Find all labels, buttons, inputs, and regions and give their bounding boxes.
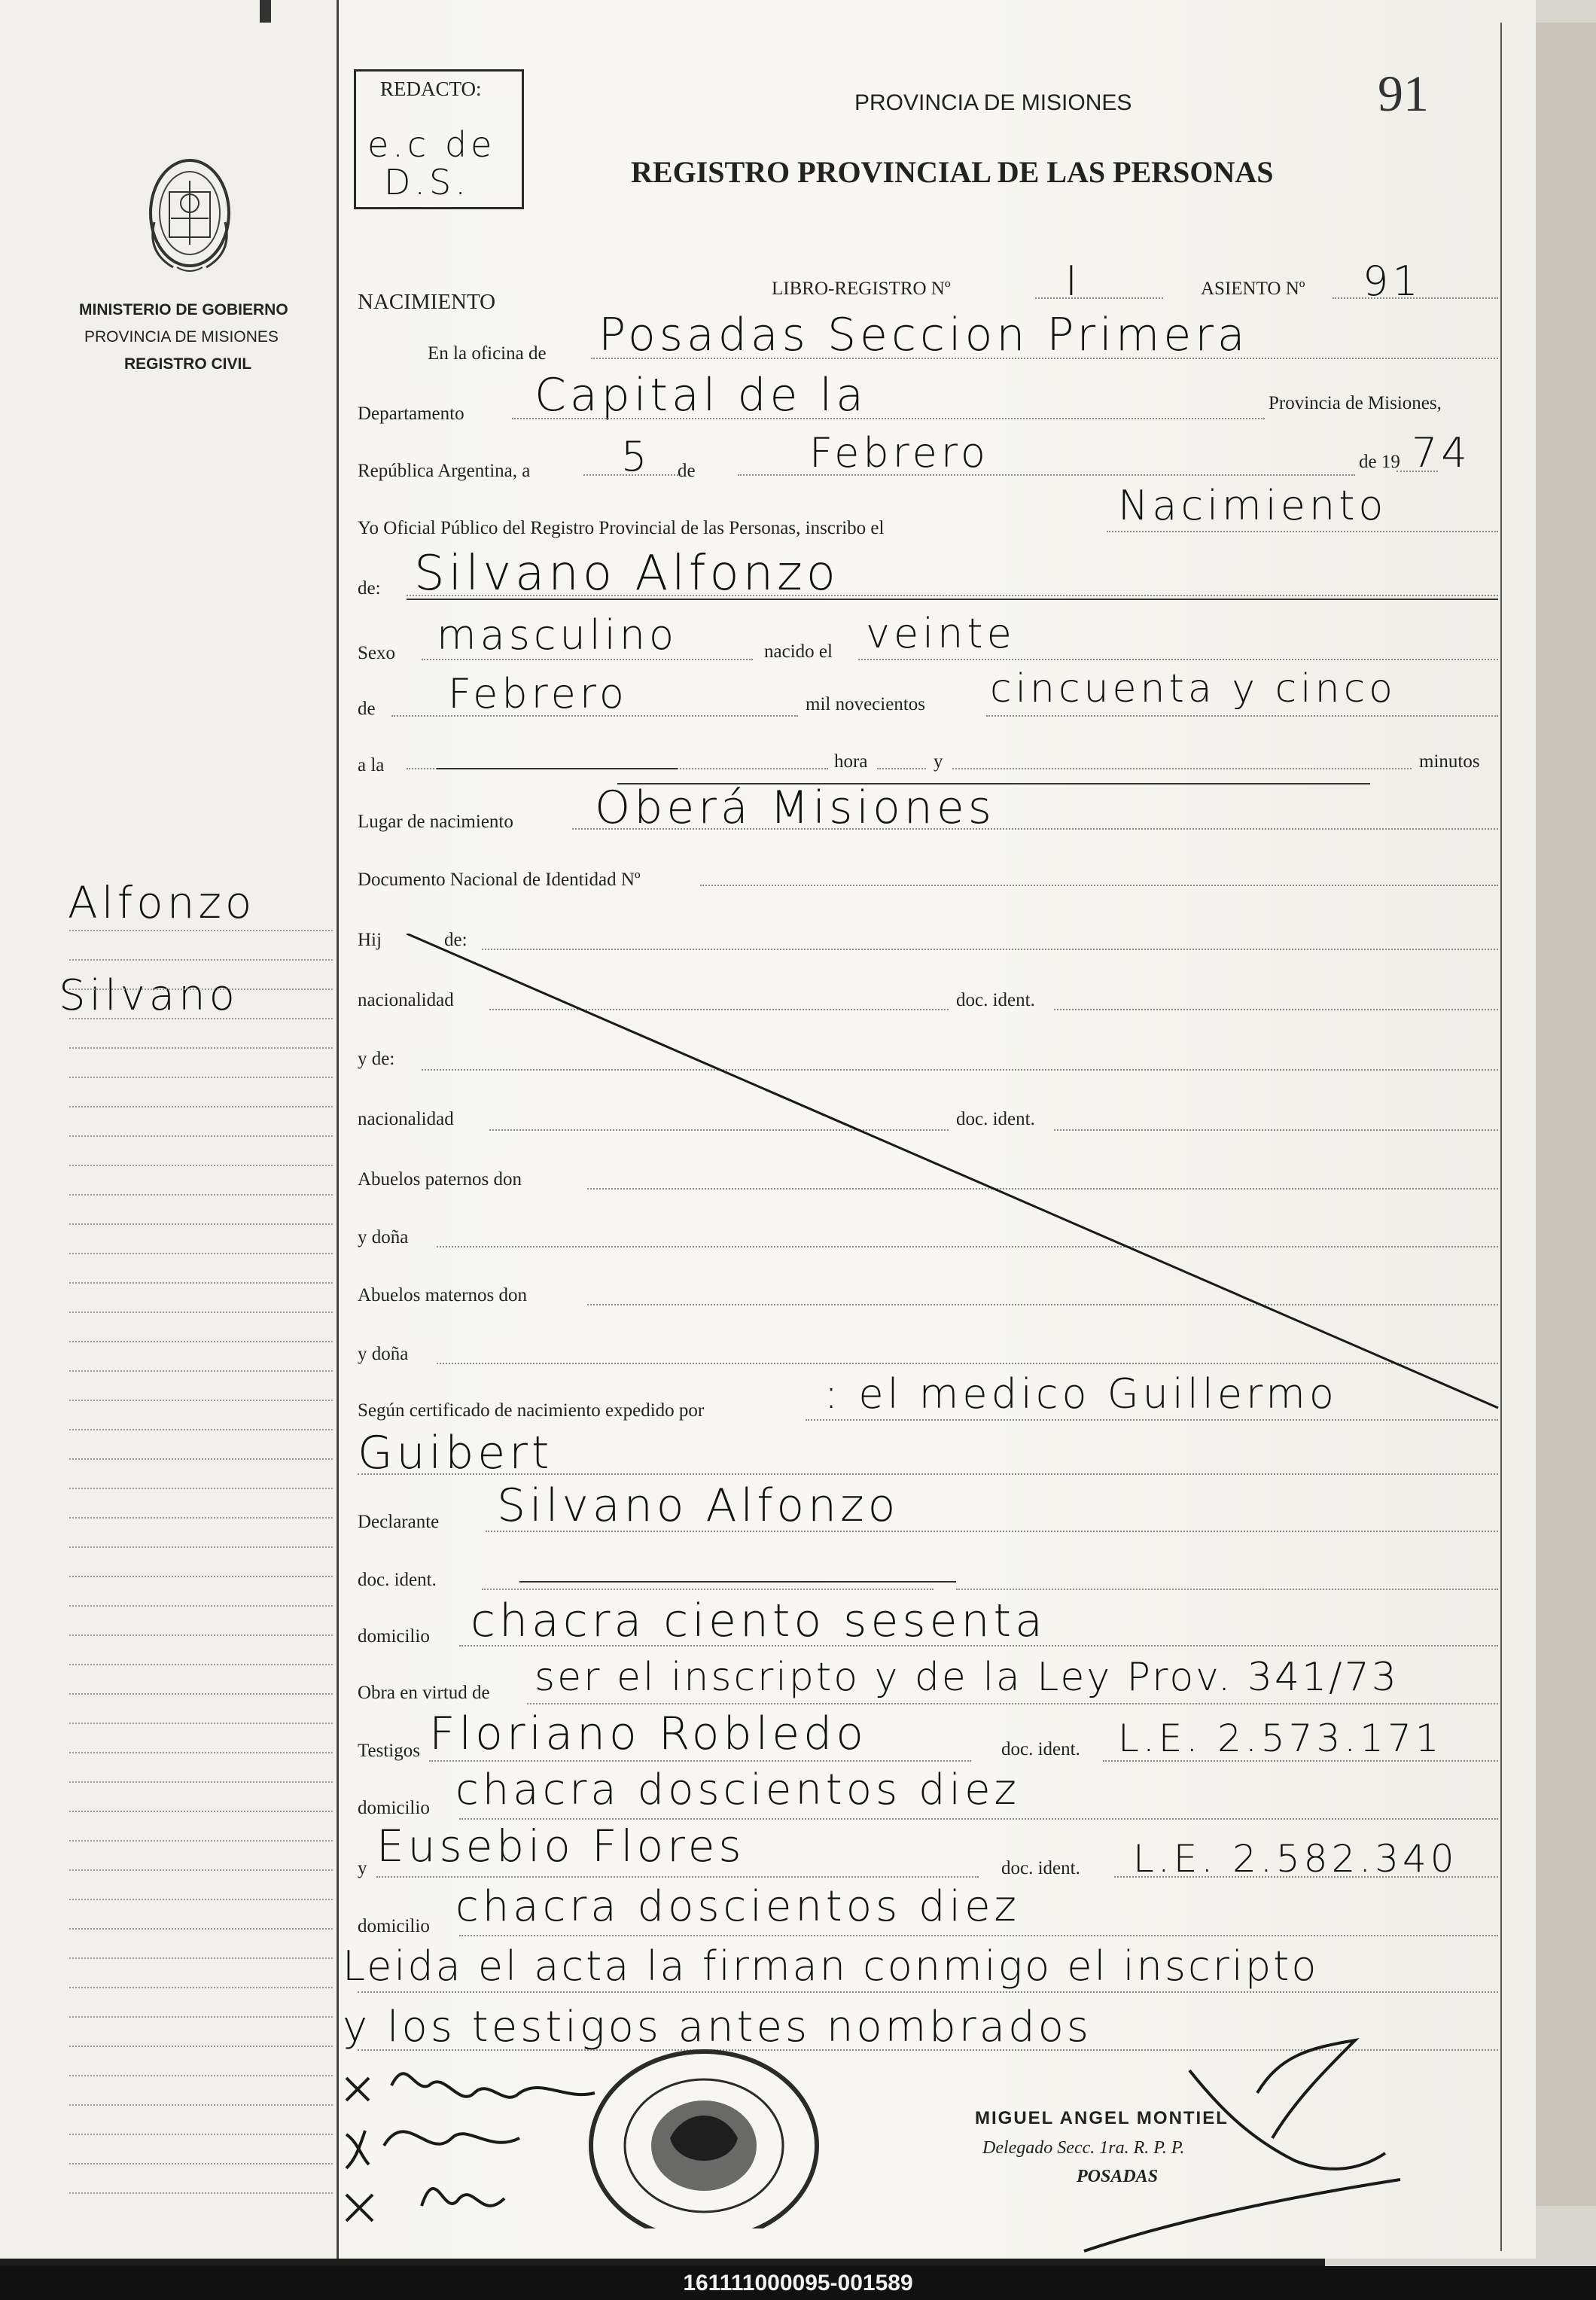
testigo2-doc-label: doc. ident. xyxy=(1001,1858,1080,1878)
official-title: Delegado Secc. 1ra. R. P. P. xyxy=(982,2138,1185,2158)
de-label: de xyxy=(678,461,696,481)
left-column-rule xyxy=(69,1341,333,1342)
domicilio-t2-value: chacra doscientos diez xyxy=(455,1882,1020,1931)
form-rule xyxy=(486,1531,1498,1532)
provincial-seal-icon xyxy=(139,147,241,279)
margin-name: Silvano xyxy=(59,971,239,1020)
form-rule xyxy=(527,1703,1498,1704)
left-column-rule xyxy=(69,1077,333,1078)
official-city: POSADAS xyxy=(1077,2167,1159,2186)
ydona-2-label: y doña xyxy=(358,1344,409,1364)
official-round-stamp-icon xyxy=(580,2048,828,2228)
form-rule xyxy=(1107,531,1498,532)
leida-line-2: y los testigos antes nombrados xyxy=(343,2003,1092,2052)
form-rule xyxy=(459,1935,1498,1936)
doc-ident-3-label: doc. ident. xyxy=(358,1570,437,1590)
domicilio-t1-value: chacra doscientos diez xyxy=(455,1765,1020,1814)
form-rule xyxy=(956,1589,1498,1590)
asiento-value: 91 xyxy=(1363,257,1422,305)
form-rule xyxy=(952,768,1412,769)
testigo2-value: Eusebio Flores xyxy=(376,1820,745,1872)
domicilio-label: domicilio xyxy=(358,1626,430,1647)
y-label: y xyxy=(934,751,943,772)
left-column-rule xyxy=(69,1899,333,1900)
registry-title: REGISTRO PROVINCIAL DE LAS PERSONAS xyxy=(631,155,1274,189)
left-column-rule xyxy=(69,930,333,931)
left-column-rule xyxy=(69,1458,333,1460)
doc-ident-1-label: doc. ident. xyxy=(956,990,1035,1010)
left-column-rule xyxy=(69,1429,333,1430)
form-rule xyxy=(1114,1876,1498,1878)
certificado-label: Según certificado de nacimiento expedido por xyxy=(358,1400,705,1421)
left-column-rule xyxy=(69,1282,333,1284)
cancellation-diagonal xyxy=(407,934,1506,1415)
left-column-rule xyxy=(69,1605,333,1607)
left-column-rule xyxy=(69,959,333,961)
redacto-initials-line1: e.c de xyxy=(367,124,496,165)
domicilio-value: chacra ciento sesenta xyxy=(471,1595,1046,1647)
left-column-rule xyxy=(69,2016,333,2018)
left-column-rule xyxy=(69,1840,333,1842)
left-column-rule xyxy=(69,1488,333,1489)
form-rule xyxy=(806,1419,1498,1421)
minutos-label: minutos xyxy=(1419,751,1480,772)
redacto-label: REDACTO: xyxy=(380,78,482,100)
form-rule xyxy=(877,768,926,769)
ala-label: a la xyxy=(358,755,385,775)
left-column-rule xyxy=(69,1781,333,1783)
testigo1-doc-label: doc. ident. xyxy=(1001,1739,1080,1759)
left-column-rule xyxy=(69,1370,333,1372)
left-column-rule xyxy=(69,1517,333,1519)
libro-registro-label: LIBRO-REGISTRO Nº xyxy=(772,279,951,299)
certificado-value-2: Guibert xyxy=(358,1427,553,1479)
sexo-label: Sexo xyxy=(358,643,395,663)
redacto-initials-line2: D.S. xyxy=(384,162,470,203)
anio-nac-value: cincuenta y cinco xyxy=(990,666,1396,711)
nacido-value: veinte xyxy=(866,610,1016,657)
form-rule xyxy=(459,1818,1498,1820)
sexo-value: masculino xyxy=(437,611,678,659)
dni-label: Documento Nacional de Identidad Nº xyxy=(358,870,641,890)
leida-line-1: Leida el acta la firman conmigo el inscripto xyxy=(343,1942,1319,1990)
de2-label: de xyxy=(358,699,376,719)
left-column-rule xyxy=(69,1928,333,1930)
column-divider xyxy=(337,0,339,2259)
image-caption: 161111000095-001589 xyxy=(0,2266,1596,2300)
declarante-value: Silvano Alfonzo xyxy=(497,1479,900,1532)
left-column-rule xyxy=(69,1546,333,1548)
doc-ident-2-label: doc. ident. xyxy=(956,1109,1035,1129)
left-column-rule xyxy=(69,1811,333,1812)
margin-surname: Alfonzo xyxy=(68,877,256,928)
form-solid-rule xyxy=(519,1581,956,1583)
republica-label: República Argentina, a xyxy=(358,461,531,481)
hij-label: Hij xyxy=(358,930,382,950)
form-rule xyxy=(358,1991,1498,1993)
oficial-value: Nacimiento xyxy=(1118,482,1387,529)
oficina-label: En la oficina de xyxy=(428,343,547,364)
asiento-label: ASIENTO Nº xyxy=(1201,279,1305,299)
mil-label: mil novecientos xyxy=(806,694,925,714)
left-column-rule xyxy=(69,1869,333,1871)
left-column-rule xyxy=(69,1253,333,1254)
oficial-label: Yo Oficial Público del Registro Provincial de las Personas, inscribo el xyxy=(358,518,885,538)
form-rule xyxy=(583,474,681,476)
left-column-rule xyxy=(69,1576,333,1577)
left-column-rule xyxy=(69,2192,333,2194)
certificado-value: : el medico Guillermo xyxy=(824,1370,1338,1418)
domicilio-t2-label: domicilio xyxy=(358,1916,430,1936)
left-column-rule xyxy=(69,989,333,990)
form-rule xyxy=(358,1473,1498,1475)
nacido-label: nacido el xyxy=(764,641,833,662)
signatures-area xyxy=(331,2025,1536,2266)
form-rule xyxy=(1396,471,1438,472)
hora-label: hora xyxy=(834,751,868,772)
left-column-rule xyxy=(69,1311,333,1313)
departamento-label: Departamento xyxy=(358,404,464,424)
form-rule xyxy=(376,1876,979,1878)
form-rule xyxy=(407,595,1498,596)
left-column-rule xyxy=(69,2134,333,2135)
left-column-rule xyxy=(69,2046,333,2047)
abuelos-paternos-label: Abuelos paternos don xyxy=(358,1169,522,1190)
oficina-value: Posadas Seccion Primera xyxy=(598,309,1249,361)
ministry-title: MINISTERIO DE GOBIERNO xyxy=(79,301,288,318)
nacionalidad-2-label: nacionalidad xyxy=(358,1109,454,1129)
left-column-rule xyxy=(69,1018,333,1019)
form-rule xyxy=(1333,297,1498,299)
testigo1-value: Floriano Robledo xyxy=(429,1707,867,1760)
binding-strip xyxy=(260,0,271,23)
domicilio-t1-label: domicilio xyxy=(358,1798,430,1818)
left-column-rule xyxy=(69,1752,333,1753)
form-rule xyxy=(700,885,1498,886)
left-column-rule xyxy=(69,1693,333,1695)
page-number: 91 xyxy=(1378,65,1429,122)
form-rule xyxy=(422,659,753,660)
left-column-rule xyxy=(69,1223,333,1225)
mes-nac-value: Febrero xyxy=(448,670,628,717)
testigo2-prefix: y xyxy=(358,1858,367,1878)
provincia-label: Provincia de Misiones, xyxy=(1269,393,1442,413)
testigos-label: Testigos xyxy=(358,1741,420,1761)
obra-value: ser el inscripto y de la Ley Prov. 341/73 xyxy=(535,1655,1399,1700)
left-column-rule xyxy=(69,1106,333,1107)
left-column-rule xyxy=(69,2163,333,2164)
form-rule xyxy=(459,1645,1498,1647)
abuelos-maternos-label: Abuelos maternos don xyxy=(358,1285,527,1305)
form-solid-rule xyxy=(407,599,1498,600)
form-rule xyxy=(986,715,1498,717)
form-rule xyxy=(572,828,1498,830)
form-rule xyxy=(482,1589,934,1590)
left-column-rule xyxy=(69,1165,333,1166)
libro-value: I xyxy=(1065,257,1081,305)
anio-prefix: de 19 xyxy=(1359,452,1400,472)
ministry-civil-registry: REGISTRO CIVIL xyxy=(124,355,252,373)
left-column-rule xyxy=(69,1634,333,1636)
form-rule xyxy=(738,474,1355,476)
form-rule xyxy=(591,358,1498,359)
form-rule xyxy=(1103,1760,1498,1762)
nombre-label: de: xyxy=(358,578,381,599)
form-rule xyxy=(429,1760,971,1762)
official-name: MIGUEL ANGEL MONTIEL xyxy=(975,2108,1229,2128)
form-solid-rule xyxy=(617,783,1370,784)
left-column-rule xyxy=(69,1664,333,1665)
hij-de-label: de: xyxy=(444,930,468,950)
anio-value: 74 xyxy=(1412,429,1471,477)
left-column-rule xyxy=(69,2104,333,2106)
lugar-value: Oberá Misiones xyxy=(595,781,996,834)
testigo2-doc: L.E. 2.582.340 xyxy=(1133,1837,1458,1881)
form-rule xyxy=(1035,297,1163,299)
form-solid-rule xyxy=(437,768,678,769)
nombre-value: Silvano Alfonzo xyxy=(414,546,839,602)
left-column-rule xyxy=(69,1135,333,1137)
departamento-value: Capital de la xyxy=(535,369,867,422)
left-column-rule xyxy=(69,1723,333,1724)
left-column-rule xyxy=(69,1047,333,1049)
form-rule xyxy=(391,715,798,717)
ministry-province: PROVINCIA DE MISIONES xyxy=(84,328,279,346)
yde-label: y de: xyxy=(358,1049,395,1069)
form-rule xyxy=(512,418,1265,419)
ydona-1-label: y doña xyxy=(358,1227,409,1247)
province-title: PROVINCIA DE MISIONES xyxy=(854,90,1132,115)
left-column-rule xyxy=(69,1194,333,1196)
nacimiento-label: NACIMIENTO xyxy=(358,290,496,314)
left-column-rule xyxy=(69,1957,333,1959)
lugar-label: Lugar de nacimiento xyxy=(358,812,513,832)
left-column-rule xyxy=(69,2075,333,2076)
obra-label: Obra en virtud de xyxy=(358,1683,490,1703)
mes-value: Febrero xyxy=(809,429,989,477)
testigo1-doc: L.E. 2.573.171 xyxy=(1118,1717,1443,1760)
left-column-rule xyxy=(69,1400,333,1401)
nacionalidad-1-label: nacionalidad xyxy=(358,990,454,1010)
declarante-label: Declarante xyxy=(358,1512,440,1532)
form-rule xyxy=(858,659,1498,660)
left-column-rule xyxy=(69,1987,333,1988)
dia-value: 5 xyxy=(621,433,651,480)
